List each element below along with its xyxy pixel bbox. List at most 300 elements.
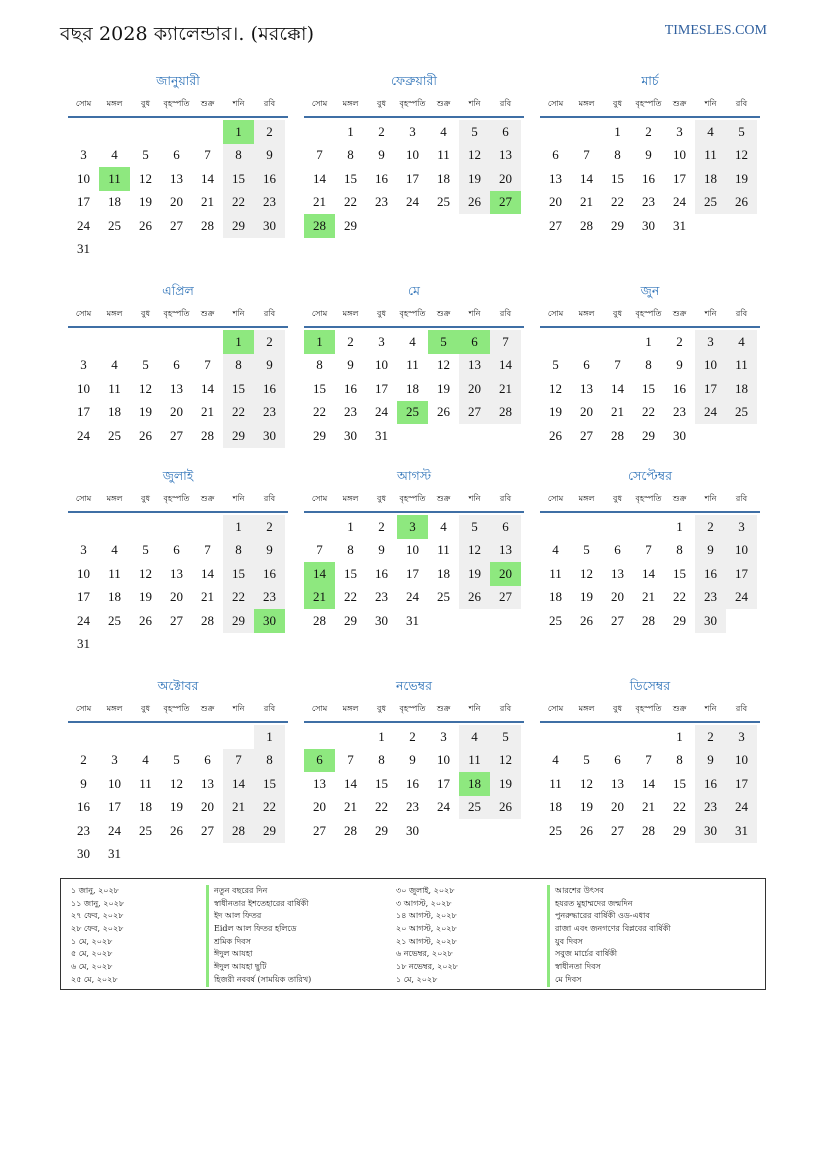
weekday-header	[540, 697, 760, 723]
weekday-label: বুধ	[377, 703, 386, 713]
day-cell: 31	[726, 819, 757, 843]
day-cell: 25	[108, 612, 121, 628]
day-cell: 13	[170, 565, 183, 581]
weekday-label: মঙ্গল	[342, 308, 359, 318]
day-cell: 6	[614, 752, 621, 768]
empty-cell	[571, 515, 602, 539]
day-cell: 25	[459, 796, 490, 820]
day-cell: 17	[77, 404, 90, 420]
day-cell: 8	[316, 357, 323, 373]
weekday-header	[540, 487, 760, 513]
day-cell: 26	[726, 191, 757, 215]
day-cell: 13	[313, 775, 326, 791]
day-cell: 7	[316, 147, 323, 163]
month-block	[68, 70, 288, 261]
weekday-header	[68, 302, 288, 328]
holiday-day-cell: 25	[397, 401, 428, 425]
day-cell: 15	[375, 775, 388, 791]
day-cell: 22	[344, 194, 357, 210]
day-cell: 5	[552, 357, 559, 373]
legend-holiday-name: নতুন বছরের দিন	[206, 885, 311, 898]
weekday-label: শুক্র	[672, 703, 687, 713]
month-name: মার্চ	[641, 73, 659, 88]
holiday-day-cell: 18	[459, 772, 490, 796]
day-cell: 9	[645, 147, 652, 163]
day-cell: 16	[406, 775, 419, 791]
weekday-label: মঙ্গল	[342, 493, 359, 503]
day-cell: 26	[139, 612, 152, 628]
day-cell: 28	[313, 612, 326, 628]
day-cell: 23	[642, 194, 655, 210]
day-cell: 18	[406, 380, 419, 396]
day-cell: 13	[490, 539, 521, 563]
weekday-label: বুধ	[377, 493, 386, 503]
weekday-label: শনি	[232, 493, 245, 503]
day-cell: 28	[611, 427, 624, 443]
day-cell: 22	[375, 799, 388, 815]
weekday-label: সোম	[75, 98, 92, 108]
weekday-label: বুধ	[613, 98, 622, 108]
weekday-label: রবি	[263, 703, 276, 713]
day-cell: 3	[440, 728, 447, 744]
day-cell: 27	[170, 217, 183, 233]
day-cell: 14	[580, 170, 593, 186]
day-cell: 12	[437, 357, 450, 373]
day-cell: 23	[254, 401, 285, 425]
day-cell: 17	[77, 589, 90, 605]
weekday-label: সোম	[75, 703, 92, 713]
day-cell: 10	[77, 565, 90, 581]
day-cell: 5	[142, 542, 149, 558]
day-cell: 30	[695, 819, 726, 843]
day-cell: 31	[673, 217, 686, 233]
day-cell: 12	[459, 539, 490, 563]
day-cell: 26	[437, 404, 450, 420]
weekday-label: সোম	[75, 493, 92, 503]
day-cell: 7	[204, 357, 211, 373]
day-cell: 9	[347, 357, 354, 373]
day-cell: 1	[645, 333, 652, 349]
day-cell: 19	[549, 404, 562, 420]
day-cell: 25	[695, 191, 726, 215]
day-cell: 19	[580, 799, 593, 815]
weekday-label: শুক্র	[200, 493, 215, 503]
day-cell: 4	[695, 120, 726, 144]
day-cell: 15	[223, 167, 254, 191]
weekday-label: বুধ	[141, 703, 150, 713]
weekday-label: শুক্র	[436, 703, 451, 713]
day-cell: 4	[726, 330, 757, 354]
day-cell: 16	[344, 380, 357, 396]
day-cell: 1	[614, 123, 621, 139]
empty-cell	[304, 725, 335, 749]
day-cell: 25	[437, 589, 450, 605]
day-cell: 12	[549, 380, 562, 396]
month-name: ডিসেম্বর	[629, 678, 671, 693]
day-cell: 8	[614, 147, 621, 163]
weekday-label: শনি	[232, 703, 245, 713]
day-cell: 28	[201, 427, 214, 443]
day-cell: 28	[642, 822, 655, 838]
weekday-label: বৃহস্পতি	[163, 98, 190, 108]
weekday-label: মঙ্গল	[578, 308, 595, 318]
day-cell: 16	[254, 562, 285, 586]
day-cell: 22	[642, 404, 655, 420]
day-cell: 11	[437, 542, 450, 558]
weekday-label: শুক্র	[200, 703, 215, 713]
month-name: নভেম্বর	[395, 678, 433, 693]
legend-holiday-name: ঈদুল আযহা ছুটি	[206, 961, 311, 974]
empty-cell	[68, 330, 99, 354]
weekday-header	[304, 487, 524, 513]
month-name: ফেব্রুয়ারী	[390, 73, 438, 88]
day-cell: 8	[254, 749, 285, 773]
day-cell: 8	[645, 357, 652, 373]
day-cell: 26	[549, 427, 562, 443]
day-cell: 3	[80, 542, 87, 558]
month-block	[540, 70, 760, 238]
day-cell: 5	[490, 725, 521, 749]
month-name: জুলাই	[162, 468, 194, 483]
day-cell: 13	[611, 565, 624, 581]
legend-name-column	[206, 885, 311, 987]
day-cell: 5	[583, 752, 590, 768]
day-cell: 18	[726, 377, 757, 401]
day-cell: 9	[254, 354, 285, 378]
legend-name-column	[547, 885, 671, 987]
weekday-label: বৃহস্পতি	[635, 308, 662, 318]
day-cell: 24	[406, 194, 419, 210]
day-cell: 9	[254, 539, 285, 563]
day-cell: 17	[695, 377, 726, 401]
days-grid	[68, 725, 288, 866]
day-cell: 30	[406, 822, 419, 838]
weekday-label: রবি	[263, 98, 276, 108]
empty-cell	[192, 120, 223, 144]
day-cell: 21	[611, 404, 624, 420]
day-cell: 7	[490, 330, 521, 354]
holiday-day-cell: 3	[397, 515, 428, 539]
day-cell: 7	[316, 542, 323, 558]
day-cell: 14	[344, 775, 357, 791]
weekday-label: বৃহস্পতি	[635, 493, 662, 503]
weekday-label: শুক্র	[200, 98, 215, 108]
day-cell: 16	[375, 565, 388, 581]
day-cell: 19	[726, 167, 757, 191]
day-cell: 30	[695, 609, 726, 633]
empty-cell	[130, 120, 161, 144]
day-cell: 19	[490, 772, 521, 796]
weekday-label: বুধ	[613, 308, 622, 318]
empty-cell	[192, 515, 223, 539]
weekday-label: বৃহস্পতি	[399, 308, 426, 318]
day-cell: 8	[378, 752, 385, 768]
weekday-label: মঙ্গল	[106, 703, 123, 713]
weekday-label: শুক্র	[200, 308, 215, 318]
empty-cell	[540, 515, 571, 539]
month-block	[304, 280, 524, 448]
day-cell: 13	[490, 144, 521, 168]
day-cell: 4	[111, 357, 118, 373]
day-cell: 21	[201, 194, 214, 210]
day-cell: 20	[170, 404, 183, 420]
day-cell: 29	[313, 427, 326, 443]
holiday-day-cell: 6	[459, 330, 490, 354]
legend-holiday-name: সবুজ মার্চের বার্ষিকী	[547, 948, 671, 961]
day-cell: 27	[201, 822, 214, 838]
day-cell: 19	[139, 194, 152, 210]
day-cell: 10	[437, 752, 450, 768]
day-cell: 6	[173, 147, 180, 163]
day-cell: 14	[201, 170, 214, 186]
empty-cell	[68, 515, 99, 539]
day-cell: 11	[108, 380, 121, 396]
brand-link[interactable]: TIMESLES.COM	[664, 23, 767, 38]
day-cell: 24	[437, 799, 450, 815]
day-cell: 19	[580, 589, 593, 605]
day-cell: 5	[459, 120, 490, 144]
day-cell: 24	[406, 589, 419, 605]
day-cell: 1	[347, 518, 354, 534]
day-cell: 2	[695, 515, 726, 539]
month-block	[540, 280, 760, 448]
day-cell: 7	[645, 542, 652, 558]
legend-date: ৩ আগস্ট, ২০২৮	[396, 898, 452, 908]
day-cell: 23	[254, 191, 285, 215]
day-cell: 18	[695, 167, 726, 191]
legend-date: ৫ মে, ২০২৮	[71, 949, 113, 959]
day-cell: 15	[223, 377, 254, 401]
day-cell: 21	[344, 799, 357, 815]
day-cell: 17	[437, 775, 450, 791]
day-cell: 31	[108, 846, 121, 862]
day-cell: 6	[204, 752, 211, 768]
day-cell: 3	[409, 123, 416, 139]
holiday-day-cell: 1	[304, 330, 335, 354]
day-cell: 12	[459, 144, 490, 168]
day-cell: 16	[77, 799, 90, 815]
legend-date: ১৪ আগস্ট, ২০২৮	[396, 911, 457, 921]
weekday-label: সোম	[311, 703, 328, 713]
day-cell: 28	[490, 401, 521, 425]
day-cell: 7	[583, 147, 590, 163]
day-cell: 19	[437, 380, 450, 396]
day-cell: 4	[142, 752, 149, 768]
day-cell: 19	[139, 589, 152, 605]
days-grid	[68, 120, 288, 261]
weekday-label: বৃহস্পতি	[163, 493, 190, 503]
legend-date: ২১ আগস্ট, ২০২৮	[396, 936, 457, 946]
day-cell: 27	[611, 612, 624, 628]
day-cell: 24	[375, 404, 388, 420]
day-cell: 10	[108, 775, 121, 791]
weekday-label: রবি	[735, 703, 748, 713]
day-cell: 13	[580, 380, 593, 396]
legend-holiday-name: পুনরুদ্ধারের বার্ষিকী ওড-এধাব	[547, 910, 671, 923]
day-cell: 24	[77, 427, 90, 443]
weekday-label: রবি	[499, 703, 512, 713]
day-cell: 21	[313, 194, 326, 210]
day-cell: 4	[111, 147, 118, 163]
empty-cell	[633, 515, 664, 539]
day-cell: 22	[223, 401, 254, 425]
day-cell: 20	[201, 799, 214, 815]
weekday-label: সোম	[75, 308, 92, 318]
month-name: অক্টোবর	[157, 678, 199, 693]
day-cell: 27	[580, 427, 593, 443]
day-cell: 26	[139, 427, 152, 443]
day-cell: 2	[378, 518, 385, 534]
day-cell: 8	[347, 542, 354, 558]
empty-cell	[571, 725, 602, 749]
day-cell: 12	[726, 144, 757, 168]
weekday-header	[304, 697, 524, 723]
weekday-header	[68, 487, 288, 513]
day-cell: 30	[673, 427, 686, 443]
empty-cell	[540, 330, 571, 354]
holiday-day-cell: 30	[254, 609, 285, 633]
legend-date: ১৮ নভেম্বর, ২০২৮	[396, 962, 458, 972]
day-cell: 23	[695, 586, 726, 610]
weekday-label: মঙ্গল	[106, 98, 123, 108]
day-cell: 7	[614, 357, 621, 373]
day-cell: 2	[676, 333, 683, 349]
day-cell: 18	[549, 589, 562, 605]
day-cell: 4	[459, 725, 490, 749]
day-cell: 3	[111, 752, 118, 768]
holiday-day-cell: 1	[223, 330, 254, 354]
day-cell: 18	[108, 194, 121, 210]
weekday-label: সোম	[311, 493, 328, 503]
day-cell: 27	[611, 822, 624, 838]
weekday-label: শুক্র	[436, 308, 451, 318]
day-cell: 29	[673, 822, 686, 838]
day-cell: 9	[378, 147, 385, 163]
day-cell: 5	[726, 120, 757, 144]
day-cell: 17	[406, 170, 419, 186]
day-cell: 27	[313, 822, 326, 838]
day-cell: 20	[549, 194, 562, 210]
empty-cell	[602, 515, 633, 539]
day-cell: 9	[695, 539, 726, 563]
day-cell: 28	[201, 612, 214, 628]
day-cell: 9	[695, 749, 726, 773]
day-cell: 29	[611, 217, 624, 233]
day-cell: 8	[676, 752, 683, 768]
empty-cell	[540, 120, 571, 144]
days-grid	[540, 515, 760, 633]
day-cell: 26	[580, 612, 593, 628]
weekday-label: রবি	[499, 493, 512, 503]
empty-cell	[161, 515, 192, 539]
day-cell: 1	[223, 515, 254, 539]
day-cell: 1	[676, 518, 683, 534]
day-cell: 2	[695, 725, 726, 749]
day-cell: 27	[459, 401, 490, 425]
weekday-header	[68, 697, 288, 723]
day-cell: 17	[406, 565, 419, 581]
day-cell: 22	[611, 194, 624, 210]
legend-date: ২০ আগস্ট, ২০২৮	[396, 924, 457, 934]
day-cell: 5	[142, 357, 149, 373]
day-cell: 19	[459, 167, 490, 191]
weekday-label: বৃহস্পতি	[399, 493, 426, 503]
day-cell: 15	[313, 380, 326, 396]
month-block	[68, 465, 288, 656]
empty-cell	[161, 725, 192, 749]
day-cell: 26	[139, 217, 152, 233]
weekday-label: মঙ্গল	[578, 98, 595, 108]
legend-holiday-name: যুব দিবস	[547, 936, 671, 949]
empty-cell	[571, 120, 602, 144]
day-cell: 29	[254, 819, 285, 843]
calendar-grid	[68, 70, 760, 870]
weekday-label: মঙ্গল	[342, 703, 359, 713]
day-cell: 17	[77, 194, 90, 210]
day-cell: 30	[375, 612, 388, 628]
legend-holiday-name: হিজরী নববর্ষ (সাময়িক তারিখ)	[206, 974, 311, 987]
day-cell: 16	[642, 170, 655, 186]
day-cell: 25	[549, 612, 562, 628]
day-cell: 3	[726, 515, 757, 539]
day-cell: 24	[726, 586, 757, 610]
day-cell: 21	[490, 377, 521, 401]
empty-cell	[223, 725, 254, 749]
day-cell: 29	[642, 427, 655, 443]
day-cell: 21	[201, 404, 214, 420]
day-cell: 4	[440, 123, 447, 139]
weekday-header	[68, 92, 288, 118]
empty-cell	[335, 725, 366, 749]
day-cell: 17	[673, 170, 686, 186]
day-cell: 3	[80, 147, 87, 163]
day-cell: 14	[642, 775, 655, 791]
legend-holiday-name: রাজা এবং জনগণের বিপ্লবের বার্ষিকী	[547, 923, 671, 936]
day-cell: 9	[409, 752, 416, 768]
day-cell: 22	[673, 589, 686, 605]
weekday-label: বৃহস্পতি	[163, 308, 190, 318]
empty-cell	[99, 515, 130, 539]
day-cell: 27	[170, 612, 183, 628]
weekday-label: সোম	[311, 98, 328, 108]
day-cell: 24	[108, 822, 121, 838]
day-cell: 4	[409, 333, 416, 349]
weekday-label: বুধ	[377, 308, 386, 318]
day-cell: 6	[583, 357, 590, 373]
day-cell: 23	[673, 404, 686, 420]
day-cell: 1	[347, 123, 354, 139]
weekday-label: শনি	[468, 493, 481, 503]
weekday-label: সোম	[547, 98, 564, 108]
day-cell: 20	[459, 377, 490, 401]
days-grid	[540, 120, 760, 238]
day-cell: 12	[490, 749, 521, 773]
day-cell: 22	[313, 404, 326, 420]
day-cell: 17	[726, 772, 757, 796]
legend-holiday-name: Eidল আল ফিতর হলিডে	[206, 923, 311, 936]
day-cell: 18	[437, 170, 450, 186]
day-cell: 28	[580, 217, 593, 233]
empty-cell	[161, 120, 192, 144]
day-cell: 15	[673, 775, 686, 791]
month-block	[540, 675, 760, 843]
weekday-label: রবি	[499, 308, 512, 318]
day-cell: 25	[437, 194, 450, 210]
day-cell: 10	[673, 147, 686, 163]
day-cell: 18	[108, 589, 121, 605]
weekday-label: বৃহস্পতি	[163, 703, 190, 713]
day-cell: 7	[204, 147, 211, 163]
